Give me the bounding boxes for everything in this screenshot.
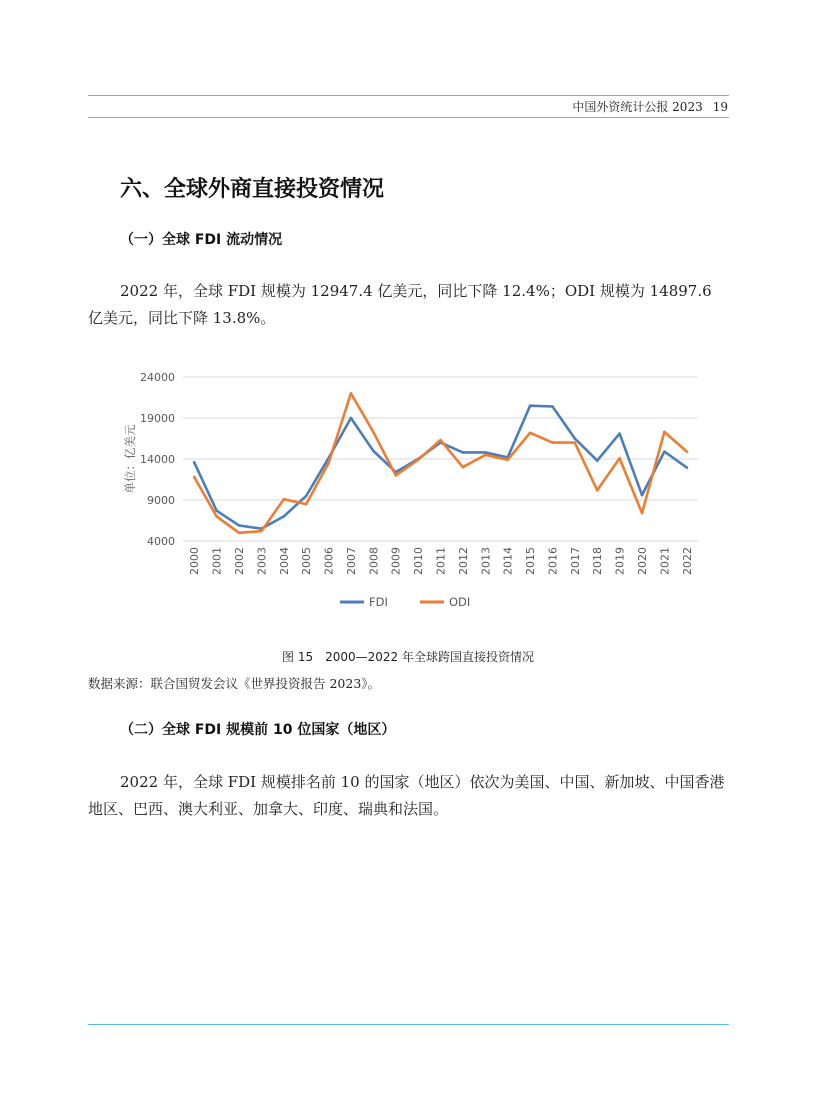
data-point-odi xyxy=(193,476,196,479)
y-axis-label: 单位：亿美元 xyxy=(123,424,137,494)
data-point-odi xyxy=(394,474,397,477)
data-point-odi xyxy=(574,441,577,444)
x-tick-label: 2015 xyxy=(524,547,538,575)
x-tick-label: 2010 xyxy=(412,547,426,575)
section-title: 六、全球外商直接投资情况 xyxy=(120,177,385,202)
x-tick-label: 2020 xyxy=(636,547,650,575)
running-header xyxy=(572,98,728,115)
subsection-title-fdi-flows: （一）全球 FDI 流动情况 xyxy=(120,232,283,248)
x-tick-label: 2021 xyxy=(658,547,672,575)
subsection-title-top10: （二）全球 FDI 规模前 10 位国家（地区） xyxy=(120,722,396,738)
x-tick-label: 2001 xyxy=(210,547,224,575)
data-point-odi xyxy=(215,515,218,518)
x-tick-label: 2007 xyxy=(344,547,358,575)
data-point-odi xyxy=(618,457,621,460)
data-point-fdi xyxy=(282,515,285,518)
x-tick-label: 2022 xyxy=(680,547,694,575)
page-number: 19 xyxy=(712,100,728,114)
x-tick-label: 2000 xyxy=(188,547,202,575)
data-point-fdi xyxy=(193,461,196,464)
x-tick-label: 2008 xyxy=(367,547,381,575)
data-point-fdi xyxy=(686,466,689,469)
legend-label-fdi: FDI xyxy=(369,595,388,609)
y-tick-label: 19000 xyxy=(140,412,175,425)
header-top-rule xyxy=(88,95,729,96)
data-point-odi xyxy=(439,439,442,442)
x-tick-label: 2006 xyxy=(322,547,336,575)
paragraph-fdi-flows: 2022 年，全球 FDI 规模为 12947.4 亿美元，同比下降 12.4%；ODI 规模为 14897.6 亿美元，同比下降 13.8%。 xyxy=(88,282,712,327)
x-tick-label: 2003 xyxy=(255,547,269,575)
figure-caption: 图 15 2000—2022 年全球跨国直接投资情况 xyxy=(282,650,534,664)
x-tick-label: 2004 xyxy=(277,547,291,575)
paragraph-top10: 2022 年，全球 FDI 规模排名前 10 的国家（地区）依次为美国、中国、新加坡、中国香港地区、巴西、澳大利亚、加拿大、印度、瑞典和法国。 xyxy=(88,773,725,818)
data-point-fdi xyxy=(350,417,353,420)
fdi-odi-line-chart xyxy=(110,360,710,620)
running-title: 中国外资统计公报 2023 xyxy=(572,100,703,114)
x-tick-label: 2009 xyxy=(389,547,403,575)
data-point-odi xyxy=(506,459,509,462)
data-point-odi xyxy=(529,431,532,434)
y-tick-label: 24000 xyxy=(140,371,175,384)
data-point-fdi xyxy=(596,459,599,462)
y-tick-label: 4000 xyxy=(147,535,175,548)
x-tick-label: 2016 xyxy=(546,547,560,575)
data-point-odi xyxy=(350,392,353,395)
data-point-odi xyxy=(663,431,666,434)
data-source-note: 数据来源：联合国贸发会议《世界投资报告 2023》。 xyxy=(88,676,381,691)
data-point-odi xyxy=(238,532,241,535)
y-tick-label: 9000 xyxy=(147,494,175,507)
data-point-odi xyxy=(641,512,644,515)
data-point-fdi xyxy=(663,450,666,453)
data-point-odi xyxy=(417,459,420,462)
data-point-odi xyxy=(282,498,285,501)
x-tick-label: 2005 xyxy=(300,547,314,575)
data-point-fdi xyxy=(618,432,621,435)
data-point-fdi xyxy=(484,451,487,454)
data-point-odi xyxy=(596,489,599,492)
x-tick-label: 2002 xyxy=(232,547,246,575)
x-tick-label: 2018 xyxy=(591,547,605,575)
x-tick-label: 2012 xyxy=(456,547,470,575)
data-point-fdi xyxy=(529,404,532,407)
x-tick-label: 2013 xyxy=(479,547,493,575)
legend-label-odi: ODI xyxy=(449,595,471,609)
data-point-fdi xyxy=(551,405,554,408)
footer-rule xyxy=(88,1024,729,1025)
x-tick-label: 2014 xyxy=(501,547,515,575)
y-tick-label: 14000 xyxy=(140,453,175,466)
data-point-odi xyxy=(327,462,330,465)
data-point-odi xyxy=(372,431,375,434)
data-point-fdi xyxy=(462,451,465,454)
data-point-fdi xyxy=(305,495,308,498)
data-point-odi xyxy=(305,503,308,506)
data-point-odi xyxy=(484,454,487,457)
header-bottom-rule xyxy=(88,117,729,118)
data-point-odi xyxy=(260,530,263,533)
series-line-odi xyxy=(194,393,687,532)
data-point-odi xyxy=(686,450,689,453)
data-point-fdi xyxy=(372,450,375,453)
data-point-fdi xyxy=(238,524,241,527)
x-tick-label: 2019 xyxy=(613,547,627,575)
x-tick-label: 2017 xyxy=(568,547,582,575)
x-tick-label: 2011 xyxy=(434,547,448,575)
data-point-fdi xyxy=(574,437,577,440)
data-point-fdi xyxy=(215,509,218,512)
data-point-odi xyxy=(551,441,554,444)
data-point-fdi xyxy=(641,494,644,497)
data-point-odi xyxy=(462,466,465,469)
